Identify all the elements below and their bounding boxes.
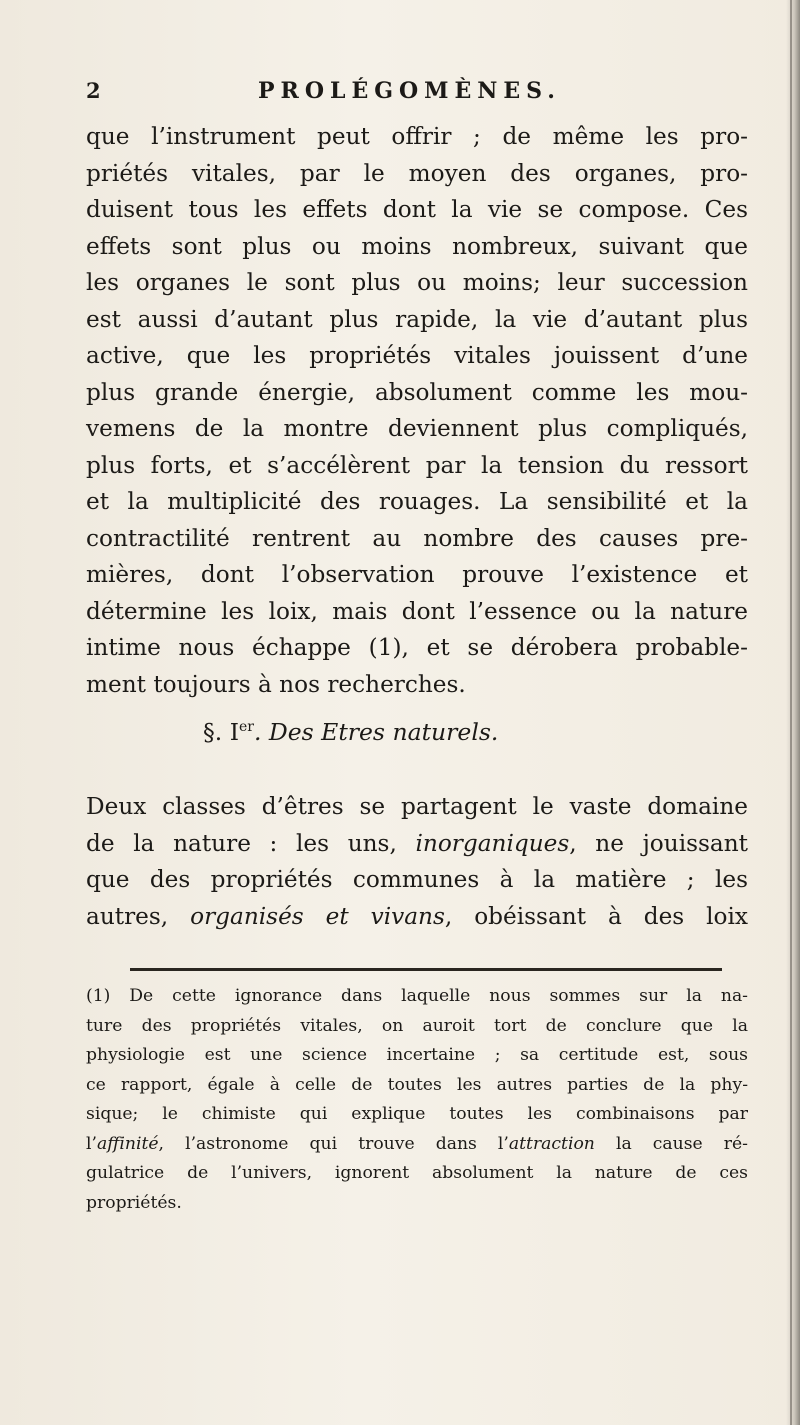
section-heading [203,718,498,746]
text-line [86,899,748,936]
text-line: que des propriétés communes à la matière ; les [86,866,748,893]
text-run: , obéissant à des loix [444,902,749,930]
page-number: 2 [86,78,101,103]
text-line: détermine les loix, mais dont l’essence ou la nature [86,597,748,625]
page-edge-line [790,0,792,1425]
running-title: PROLÉGOMÈNES. [258,78,561,104]
text-line: active, que les propriétés vitales jouissent d’une [86,342,748,369]
text-line: duisent tous les effets dont la vie se compose. Ces [86,196,748,223]
footnote-line: physiologie est une science incertaine ; sa certitude est, sous [86,1045,748,1065]
page-edge-shadow [786,0,800,1425]
footnote-line: (1) De cette ignorance dans laquelle nous sommes sur la na- [86,986,748,1006]
section-title: . Des Etres naturels. [253,718,499,746]
text-line: plus forts, et s’accélèrent par la tension du ressort [86,451,748,479]
text-run: , l’astronome qui trouve dans l’ [158,1133,509,1154]
text-line: mières, dont l’observation prouve l’existence et [86,561,748,588]
text-line: intime nous échappe (1), et se dérobera probable- [86,634,748,661]
italic-term: affinité [96,1133,159,1154]
italic-term: inorganiques [415,829,570,857]
text-line: Deux classes d’êtres se partagent le vaste domaine [86,793,748,820]
text-line: effets sont plus ou moins nombreux, suivant que [86,232,748,260]
text-line: ment toujours à nos recherches. [86,670,466,698]
text-line: les organes le sont plus ou moins; leur succession [86,269,748,296]
italic-term: attraction [508,1133,595,1154]
footnote-rule [130,968,722,971]
footnote [86,982,748,1218]
paragraph-2 [86,789,748,935]
page-header [86,78,726,112]
text-run: autres, [86,902,191,930]
footnote-line [86,1130,748,1160]
text-run: l’ [86,1133,97,1154]
text-line: vemens de la montre deviennent plus compliqués, [86,415,748,442]
footnote-line: ce rapport, égale à celle de toutes les autres parties de la phy- [86,1074,748,1095]
footnote-line: propriétés. [86,1192,182,1213]
footnote-line: ture des propriétés vitales, on auroit tort de conclure que la [86,1015,748,1036]
text-line: priétés vitales, par le moyen des organes, pro- [86,159,748,187]
section-superscript: er [238,719,254,736]
footnote-line: gulatrice de l’univers, ignorent absolument la nature de ces [86,1163,748,1183]
footnote-line: sique; le chimiste qui explique toutes les combinaisons par [86,1104,748,1124]
text-line: est aussi d’autant plus rapide, la vie d’autant plus [86,305,748,333]
text-run: de la nature : les uns, [86,829,416,857]
text-line: que l’instrument peut offrir ; de même les pro- [86,123,748,150]
text-line: contractilité rentrent au nombre des causes pre- [86,524,748,552]
text-line: et la multiplicité des rouages. La sensibilité et la [86,488,748,515]
section-prefix: §. I [203,718,239,746]
text-run: , ne jouissant [569,829,748,857]
paragraph-1 [86,119,748,703]
text-line: plus grande énergie, absolument comme les mou- [86,378,748,406]
italic-term: organisés et vivans [190,902,445,930]
text-line [86,826,748,863]
text-run: la cause ré- [594,1133,748,1154]
